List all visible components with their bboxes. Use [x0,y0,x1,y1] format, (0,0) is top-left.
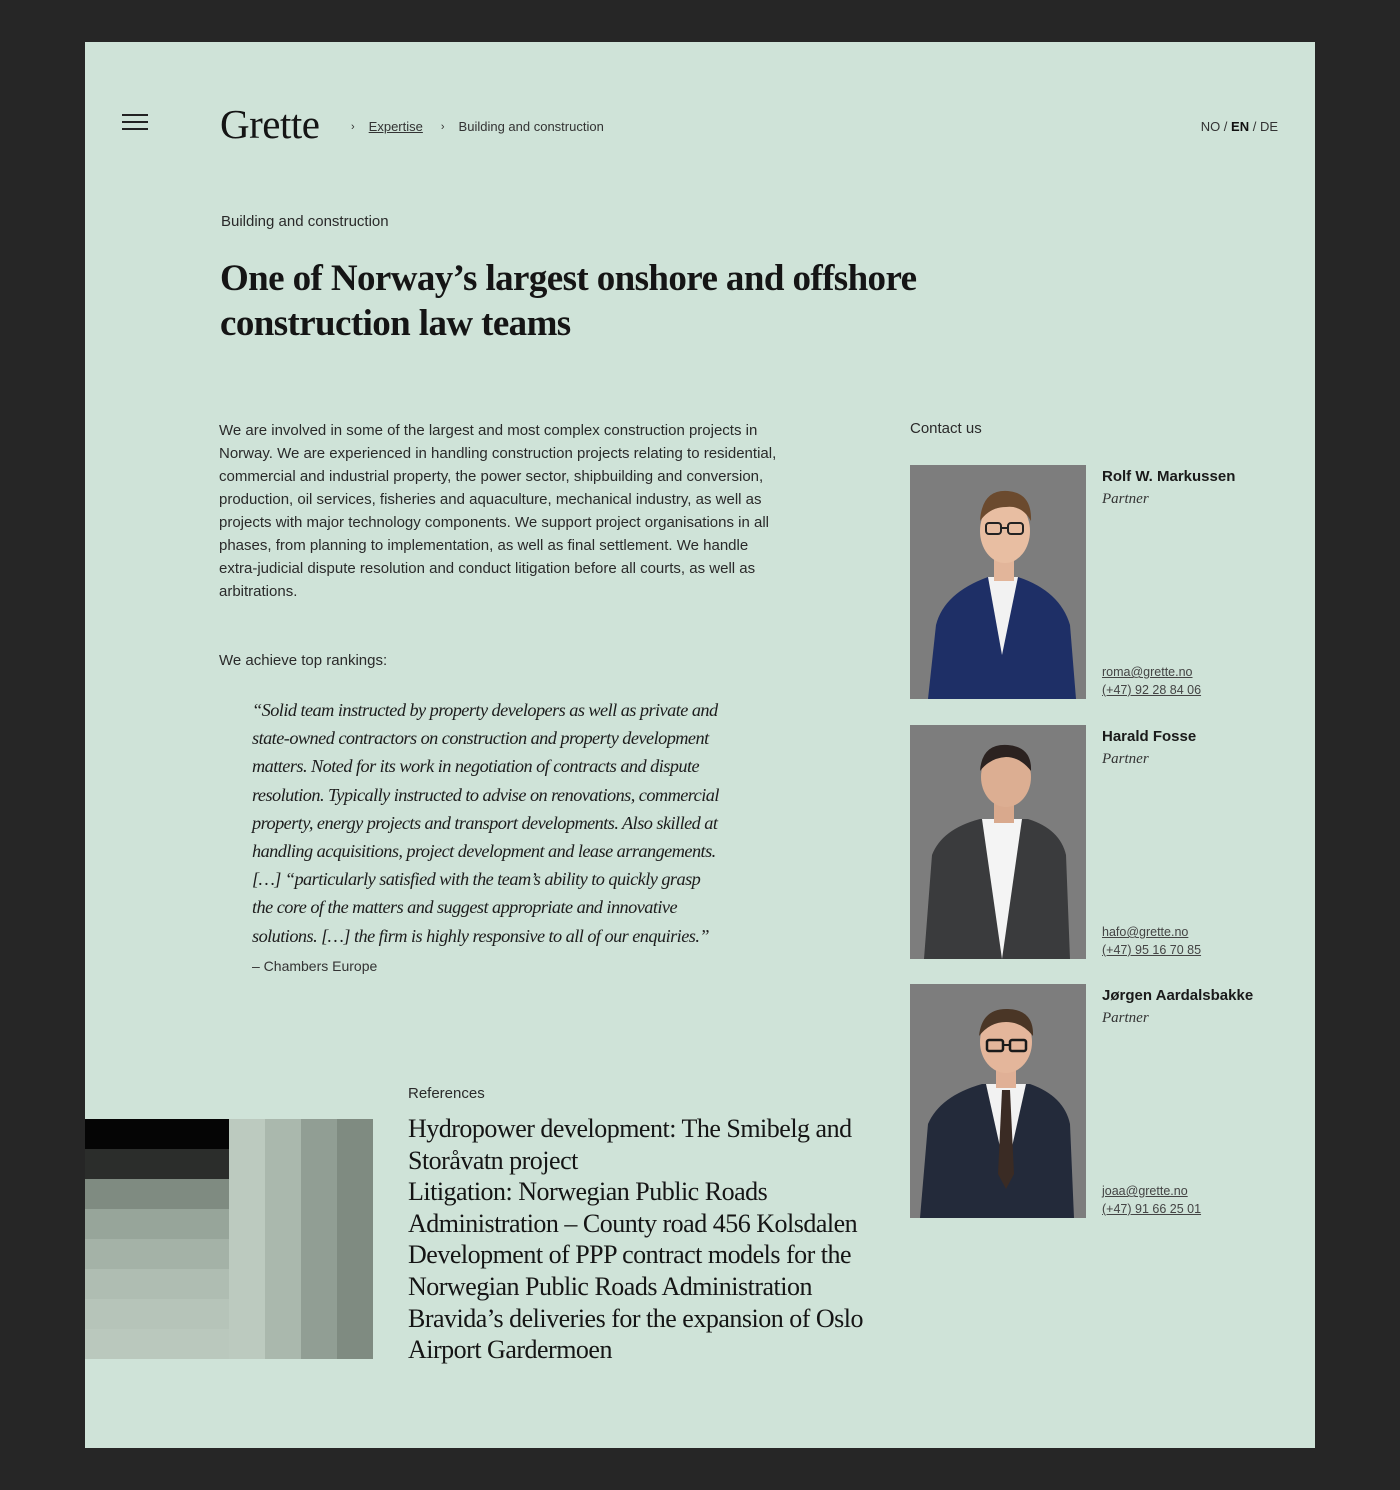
page-title: One of Norway’s largest onshore and offshore construction law teams [220,258,917,344]
lang-de[interactable]: DE [1259,119,1278,134]
contact-email-link[interactable]: hafo@grette.no [1102,925,1189,939]
reference-item[interactable]: Hydropower development: The Smibelg and Storåvatn project [408,1114,852,1175]
references-list [408,1113,878,1366]
page [85,42,1315,1448]
portrait-photo [910,465,1086,699]
contact-label: Contact us [910,420,982,437]
contact-role: Partner [1102,1010,1149,1026]
page-eyebrow: Building and construction [221,213,389,230]
lang-no[interactable]: NO [1200,119,1221,134]
reference-item[interactable]: Litigation: Norwegian Public Roads Administration – County road 456 Kolsdalen [408,1177,858,1238]
breadcrumb [351,119,604,134]
breadcrumb-current: Building and construction [458,119,604,134]
portrait-photo [910,984,1086,1218]
contact-name: Jørgen Aardalsbakke [1102,987,1254,1004]
contact-email-link[interactable]: joaa@grette.no [1102,1184,1188,1198]
intro-text: We are involved in some of the largest and most complex construction projects in Norway. We are experienced in handling construction projects relating to residential, commercial and industrial property, the power sector, shipbuilding and conversion, production, oil services, fisheries and aquaculture, mechanical industry, as well as projects with major technology components. We support project organisations in all phases, from planning to implementation, as well as final settlement. We handle extra-judicial dispute resolution and conduct litigation before all courts, as well as arbitrations. [219,422,777,600]
rankings-quote: “Solid team instructed by property developers as well as private and state-owned contractors on construction and property development matters. Noted for its work in negotiation of contracts and dispute resolution. Typically instructed to advise on renovations, commercial property, energy projects and transport developments. Also skilled at handling acquisitions, project development and lease arrangements. […] “particularly satisfied with the team’s ability to quickly grasp the core of the matters and suggest appropriate and innovative solutions. […] the firm is highly responsive to all of our enquiries.” [252,700,719,946]
lang-en[interactable]: EN [1231,119,1250,134]
logo[interactable]: Grette [220,101,320,147]
contact-card [910,984,1280,1218]
decorative-pattern [85,1119,373,1359]
contact-name: Rolf W. Markussen [1102,468,1236,485]
rankings-label: We achieve top rankings: [219,652,388,669]
contact-role: Partner [1102,751,1149,767]
contact-phone-link[interactable]: (+47) 91 66 25 01 [1102,1202,1202,1216]
contact-name: Harald Fosse [1102,728,1197,745]
references-label: References [408,1085,485,1102]
chevron-right-icon: › [351,120,355,133]
chevron-right-icon: › [440,120,445,133]
contact-phone-link[interactable]: (+47) 92 28 84 06 [1102,683,1202,697]
reference-item[interactable]: Bravida’s deliveries for the expansion of Oslo Airport Gardermoen [408,1303,863,1365]
contact-email-link[interactable]: roma@grette.no [1102,665,1193,679]
menu-icon[interactable] [122,114,148,132]
breadcrumb-link-expertise[interactable]: Expertise [368,119,423,134]
language-switcher: NO / EN / DE [1200,119,1278,134]
contact-role: Partner [1102,491,1149,507]
contact-card [910,725,1280,959]
contact-phone-link[interactable]: (+47) 95 16 70 85 [1102,943,1202,957]
reference-item[interactable]: Development of PPP contract models for the Norwegian Public Roads Administration [408,1240,852,1301]
contact-card [910,465,1280,699]
portrait-photo [910,725,1086,959]
quote-source: – Chambers Europe [252,958,378,974]
